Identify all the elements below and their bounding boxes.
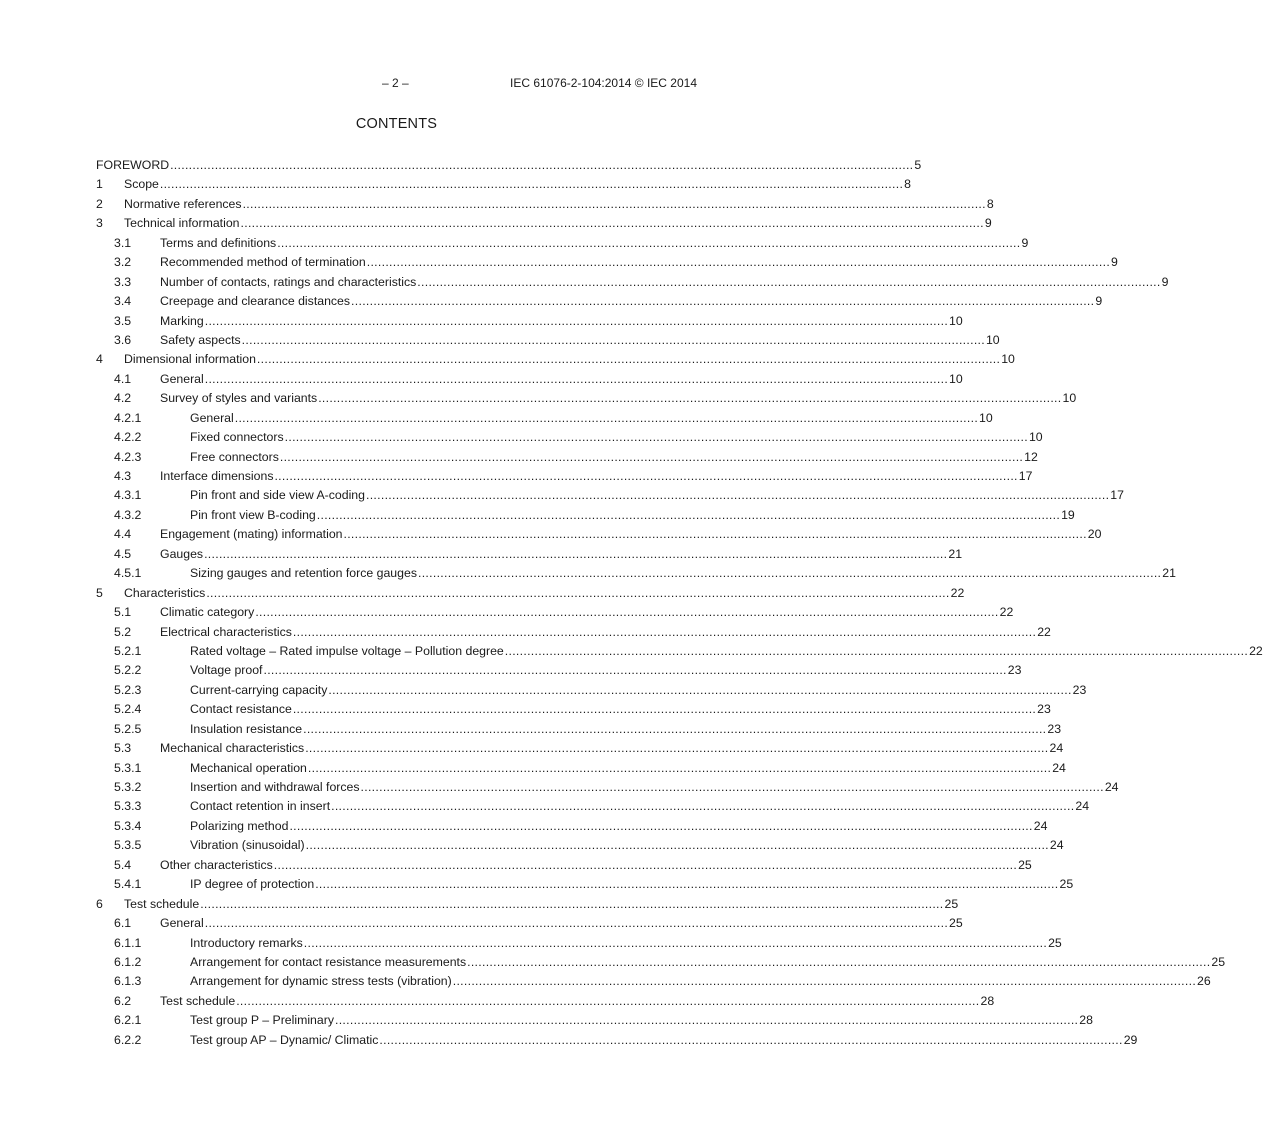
toc-entry-title: Pin front and side view A-coding (190, 488, 365, 503)
toc-entry-number: 6.2.1 (114, 1013, 142, 1028)
toc-entry-number: 4.2.2 (114, 430, 142, 445)
toc-entry-title: Current-carrying capacity (190, 682, 328, 697)
toc-entry[interactable] (96, 974, 1211, 993)
toc-entry[interactable] (96, 507, 1075, 527)
toc-entry-title: FOREWORD (96, 158, 170, 172)
toc-entry[interactable] (96, 838, 1064, 857)
toc-entry[interactable] (96, 1013, 1093, 1032)
toc-entry-title: Arrangement for contact resistance measurements (190, 954, 467, 969)
toc-entry-page: 25 (944, 896, 959, 911)
toc-entry-number: 5.1 (114, 605, 132, 620)
toc-entry-title: Polarizing method (190, 818, 289, 833)
toc-entry-number: 6.1.1 (114, 935, 142, 950)
page-title: CONTENTS (355, 116, 438, 132)
toc-entry-title: Test group P – Preliminary (190, 1013, 334, 1028)
toc-entry-title: Characteristics (124, 585, 206, 600)
toc-entry-number: 4.1 (114, 371, 132, 386)
toc-entry-number: 5.3.4 (114, 818, 142, 833)
toc-entry-number: 5.2.5 (114, 721, 142, 736)
toc-dot-leader: ........................................................................................................................................................................................................ (315, 877, 1059, 892)
toc-entry-title: Terms and definitions (160, 235, 277, 250)
toc-dot-leader: ........................................................................................................................................................................................................ (255, 605, 999, 620)
toc-entry[interactable] (96, 702, 1051, 721)
toc-entry[interactable] (96, 760, 1066, 780)
toc-entry-number: 6.2 (114, 993, 132, 1008)
toc-entry-title: Gauges (160, 546, 204, 561)
toc-entry-page: 10 (949, 371, 963, 386)
toc-entry-page: 22 (999, 605, 1014, 620)
toc-entry-page: 9 (1021, 235, 1029, 250)
toc-entry-title: Marking (160, 313, 204, 328)
toc-dot-leader: ........................................................................................................................................................................................................ (360, 780, 1104, 794)
toc-entry[interactable] (96, 274, 1169, 294)
toc-entry-number: 4 (96, 352, 103, 367)
toc-entry-title: Engagement (mating) information (160, 527, 343, 542)
toc-entry-number: 3.4 (114, 294, 132, 309)
toc-entry-title: Insertion and withdrawal forces (190, 780, 360, 794)
toc-dot-leader: ........................................................................................................................................................................................................ (305, 741, 1049, 756)
toc-entry-page: 25 (1059, 877, 1074, 892)
toc-dot-leader: ........................................................................................................................................................................................................ (204, 546, 948, 561)
toc-entry-page: 26 (1197, 974, 1211, 989)
toc-entry[interactable] (96, 449, 1038, 469)
toc-entry-page: 17 (1018, 469, 1033, 483)
toc-dot-leader: ........................................................................................................................................................................................................ (331, 799, 1075, 814)
toc-entry-number: 5.3 (114, 741, 132, 756)
toc-entry-page: 10 (949, 313, 963, 328)
toc-dot-leader: ........................................................................................................................................................................................................ (417, 566, 1162, 581)
toc-entry[interactable] (96, 663, 1022, 682)
toc-entry-page: 24 (1033, 818, 1048, 833)
toc-entry-page: 28 (1079, 1013, 1093, 1028)
toc-entry[interactable] (96, 780, 1119, 799)
toc-entry-page: 10 (1001, 352, 1015, 367)
toc-dot-leader: ........................................................................................................................................................................................................ (277, 235, 1021, 250)
toc-dot-leader: ........................................................................................................................................................................................................ (379, 1032, 1123, 1047)
toc-entry[interactable] (96, 196, 994, 216)
toc-dot-leader: ........................................................................................................................................................................................................ (256, 352, 1001, 367)
toc-dot-leader: ........................................................................................................................................................................................................ (159, 177, 904, 192)
toc-dot-leader: ........................................................................................................................................................................................................ (351, 294, 1095, 309)
toc-entry-title: Insulation resistance (190, 721, 303, 736)
toc-dot-leader: ........................................................................................................................................................................................................ (318, 391, 1062, 406)
toc-entry-title: Introductory remarks (190, 935, 303, 950)
toc-entry-number: 4.4 (114, 527, 132, 542)
toc-entry[interactable] (96, 332, 1000, 352)
toc-entry-page: 23 (1047, 721, 1062, 736)
toc-entry-page: 29 (1123, 1032, 1138, 1047)
toc-entry-title: Other characteristics (160, 857, 273, 872)
toc-dot-leader: ........................................................................................................................................................................................................ (284, 430, 1028, 445)
toc-entry[interactable] (96, 585, 965, 605)
toc-dot-leader: ........................................................................................................................................................................................................ (316, 507, 1061, 522)
toc-entry-page: 9 (984, 216, 992, 231)
toc-entry-title: Rated voltage – Rated impulse voltage – Pollution degree (190, 643, 504, 658)
toc-entry-number: 3.1 (114, 235, 132, 250)
toc-entry-number: 6.1 (114, 916, 132, 931)
toc-entry-page: 19 (1061, 507, 1075, 522)
toc-entry[interactable] (96, 546, 963, 566)
toc-entry-number: 3.5 (114, 313, 132, 328)
toc-entry[interactable] (96, 566, 1176, 585)
toc-entry-title: Contact retention in insert (190, 799, 331, 814)
toc-entry-page: 23 (1037, 702, 1051, 717)
toc-entry-title: Survey of styles and variants (160, 391, 318, 406)
toc-dot-leader: ........................................................................................................................................................................................................ (292, 702, 1037, 717)
toc-entry-title: Creepage and clearance distances (160, 294, 351, 309)
toc-entry-page: 24 (1075, 799, 1090, 814)
toc-entry[interactable] (96, 527, 1102, 546)
toc-entry-number: 4.5 (114, 546, 132, 561)
toc-entry[interactable] (96, 993, 995, 1013)
toc-entry-number: 5.3.2 (114, 780, 142, 794)
toc-entry-page: 25 (1048, 935, 1062, 950)
toc-entry-page: 8 (904, 177, 912, 192)
toc-entry-title: Test schedule (124, 896, 200, 911)
page-number: – 2 – (382, 76, 409, 90)
toc-entry-page: 10 (985, 332, 1000, 347)
toc-entry-title: Dimensional information (124, 352, 256, 367)
toc-entry-number: 6 (96, 896, 103, 911)
toc-entry-number: 4.3.1 (114, 488, 142, 503)
toc-entry[interactable] (96, 1032, 1138, 1052)
toc-entry-title: Electrical characteristics (160, 624, 292, 639)
toc-entry-page: 22 (1249, 643, 1263, 658)
toc-entry-page: 9 (1161, 274, 1169, 289)
toc-entry-number: 4.3.2 (114, 507, 142, 522)
toc-entry-title: General (160, 916, 204, 931)
toc-entry[interactable] (96, 352, 1015, 371)
toc-entry-title: Recommended method of termination (160, 255, 366, 270)
toc-entry[interactable] (96, 916, 963, 935)
toc-entry-number: 3.2 (114, 255, 132, 270)
toc-entry-page: 10 (1062, 391, 1077, 406)
toc-entry-number: 5.3.1 (114, 760, 142, 775)
toc-dot-leader: ........................................................................................................................................................................................................ (289, 818, 1033, 833)
toc-entry[interactable] (96, 313, 963, 333)
toc-dot-leader: ........................................................................................................................................................................................................ (274, 469, 1018, 483)
toc-entry-number: 3 (96, 216, 103, 231)
page-header (0, 76, 793, 92)
toc-entry[interactable] (96, 682, 1087, 702)
toc-entry-page: 10 (1028, 430, 1043, 445)
toc-entry-page: 24 (1049, 838, 1064, 853)
toc-entry-number: 5 (96, 585, 103, 600)
toc-entry[interactable] (96, 721, 1062, 741)
toc-entry-number: 3.6 (114, 332, 132, 347)
toc-dot-leader: ........................................................................................................................................................................................................ (303, 935, 1048, 950)
toc-entry[interactable] (96, 488, 1124, 507)
toc-entry-title: Contact resistance (190, 702, 292, 717)
toc-entry-number: 5.4 (114, 857, 132, 872)
toc-dot-leader: ........................................................................................................................................................................................................ (263, 663, 1007, 678)
toc-entry-page: 9 (1111, 255, 1118, 270)
toc-entry-page: 25 (949, 916, 963, 931)
toc-entry-page: 22 (950, 585, 965, 600)
toc-entry-title: Free connectors (190, 449, 279, 464)
toc-entry-number: 5.2.2 (114, 663, 142, 678)
toc-dot-leader: ........................................................................................................................................................................................................ (242, 196, 986, 211)
toc-entry-title: General (190, 410, 234, 425)
toc-entry[interactable] (96, 896, 959, 916)
toc-entry-number: 6.2.2 (114, 1032, 142, 1047)
toc-entry[interactable] (96, 643, 1263, 663)
toc-entry[interactable] (96, 818, 1048, 838)
toc-entry[interactable] (96, 371, 963, 391)
toc-entry-page: 10 (979, 410, 993, 425)
toc-entry[interactable] (96, 235, 1029, 255)
toc-dot-leader: ........................................................................................................................................................................................................ (170, 158, 914, 172)
toc-entry-title: Test group AP – Dynamic/ Climatic (190, 1032, 379, 1047)
toc-entry[interactable] (96, 410, 993, 430)
toc-dot-leader: ........................................................................................................................................................................................................ (334, 1013, 1079, 1028)
toc-entry-number: 4.5.1 (114, 566, 142, 581)
toc-entry-title: Safety aspects (160, 332, 241, 347)
toc-dot-leader: ........................................................................................................................................................................................................ (234, 410, 979, 425)
toc-dot-leader: ........................................................................................................................................................................................................ (452, 974, 1197, 989)
toc-entry[interactable] (96, 177, 912, 196)
toc-entry-number: 5.2.4 (114, 702, 142, 717)
toc-entry-title: IP degree of protection (190, 877, 315, 892)
toc-entry-number: 5.3.3 (114, 799, 142, 814)
toc-entry-title: Arrangement for dynamic stress tests (vibration) (190, 974, 452, 989)
toc-entry-page: 25 (1211, 954, 1226, 969)
toc-entry-page: 25 (1018, 857, 1032, 872)
toc-entry-title: Voltage proof (190, 663, 263, 678)
toc-entry-number: 4.2.1 (114, 410, 142, 425)
toc-dot-leader: ........................................................................................................................................................................................................ (307, 760, 1052, 775)
toc-dot-leader: ........................................................................................................................................................................................................ (467, 954, 1211, 969)
toc-dot-leader: ........................................................................................................................................................................................................ (328, 682, 1072, 697)
toc-entry-title: Test schedule (160, 993, 236, 1008)
toc-entry[interactable] (96, 430, 1043, 449)
toc-entry-page: 20 (1087, 527, 1102, 542)
toc-dot-leader: ........................................................................................................................................................................................................ (292, 624, 1037, 639)
toc-dot-leader: ........................................................................................................................................................................................................ (343, 527, 1087, 542)
toc-entry-title: Mechanical characteristics (160, 741, 305, 756)
toc-entry[interactable] (96, 391, 1077, 410)
toc-entry-page: 5 (914, 158, 922, 172)
toc-entry-title: Number of contacts, ratings and characteristics (160, 274, 417, 289)
toc-dot-leader: ........................................................................................................................................................................................................ (366, 255, 1111, 270)
toc-entry[interactable] (96, 857, 1032, 877)
toc-entry-title: General (160, 371, 204, 386)
toc-entry-number: 6.1.2 (114, 954, 142, 969)
toc-dot-leader: ........................................................................................................................................................................................................ (206, 585, 950, 600)
toc-entry[interactable] (96, 741, 1064, 760)
toc-dot-leader: ........................................................................................................................................................................................................ (504, 643, 1249, 658)
toc-entry-title: Sizing gauges and retention force gauges (190, 566, 417, 581)
toc-dot-leader: ........................................................................................................................................................................................................ (204, 916, 949, 931)
toc-entry-title: Fixed connectors (190, 430, 284, 445)
toc-entry-title: Technical information (124, 216, 240, 231)
toc-entry-page: 28 (980, 993, 995, 1008)
toc-entry[interactable] (96, 255, 1118, 274)
toc-entry[interactable] (96, 935, 1062, 955)
toc-entry[interactable] (96, 469, 1033, 488)
toc-dot-leader: ........................................................................................................................................................................................................ (236, 993, 980, 1008)
toc-entry-number: 4.2 (114, 391, 132, 406)
toc-dot-leader: ........................................................................................................................................................................................................ (204, 371, 949, 386)
toc-entry-title: Climatic category (160, 605, 255, 620)
toc-entry-number: 5.2.3 (114, 682, 142, 697)
toc-entry-page: 12 (1024, 449, 1038, 464)
toc-entry[interactable] (96, 158, 922, 177)
toc-dot-leader: ........................................................................................................................................................................................................ (200, 896, 944, 911)
document-id: IEC 61076-2-104:2014 © IEC 2014 (510, 76, 697, 90)
toc-entry-title: Normative references (124, 196, 242, 211)
toc-dot-leader: ........................................................................................................................................................................................................ (417, 274, 1161, 289)
toc-entry-page: 8 (986, 196, 994, 211)
toc-entry-page: 23 (1007, 663, 1022, 678)
toc-entry[interactable] (96, 799, 1090, 818)
toc-entry-page: 24 (1052, 760, 1066, 775)
toc-dot-leader: ........................................................................................................................................................................................................ (279, 449, 1024, 464)
toc-entry[interactable] (96, 954, 1226, 974)
toc-entry-number: 3.3 (114, 274, 132, 289)
toc-entry-page: 17 (1110, 488, 1124, 503)
toc-entry-number: 4.3 (114, 469, 132, 483)
toc-entry-page: 24 (1104, 780, 1119, 794)
toc-entry-number: 5.4.1 (114, 877, 142, 892)
toc-entry-number: 5.3.5 (114, 838, 142, 853)
toc-dot-leader: ........................................................................................................................................................................................................ (303, 721, 1047, 736)
toc-dot-leader: ........................................................................................................................................................................................................ (240, 216, 984, 231)
table-of-contents (96, 158, 1263, 1052)
toc-entry[interactable] (96, 877, 1074, 896)
toc-entry-number: 5.2.1 (114, 643, 142, 658)
toc-entry-number: 5.2 (114, 624, 132, 639)
toc-dot-leader: ........................................................................................................................................................................................................ (305, 838, 1049, 853)
toc-entry-number: 1 (96, 177, 103, 192)
toc-dot-leader: ........................................................................................................................................................................................................ (204, 313, 949, 328)
toc-entry[interactable] (96, 216, 992, 235)
toc-entry-page: 22 (1037, 624, 1051, 639)
toc-entry-title: Scope (124, 177, 159, 192)
toc-entry[interactable] (96, 294, 1103, 313)
toc-entry-page: 23 (1072, 682, 1087, 697)
toc-dot-leader: ........................................................................................................................................................................................................ (273, 857, 1018, 872)
toc-entry-title: Interface dimensions (160, 469, 274, 483)
toc-entry-title: Pin front view B-coding (190, 507, 316, 522)
toc-entry-number: 6.1.3 (114, 974, 142, 989)
toc-entry-title: Vibration (sinusoidal) (190, 838, 305, 853)
toc-entry[interactable] (96, 605, 1014, 624)
toc-dot-leader: ........................................................................................................................................................................................................ (241, 332, 985, 347)
toc-entry-page: 24 (1049, 741, 1064, 756)
toc-entry-title: Mechanical operation (190, 760, 307, 775)
toc-entry-number: 4.2.3 (114, 449, 142, 464)
toc-dot-leader: ........................................................................................................................................................................................................ (366, 488, 1110, 503)
toc-entry-number: 2 (96, 196, 103, 211)
toc-entry-page: 9 (1095, 294, 1103, 309)
toc-entry[interactable] (96, 624, 1051, 644)
toc-entry-page: 21 (948, 546, 963, 561)
toc-entry-page: 21 (1162, 566, 1176, 581)
